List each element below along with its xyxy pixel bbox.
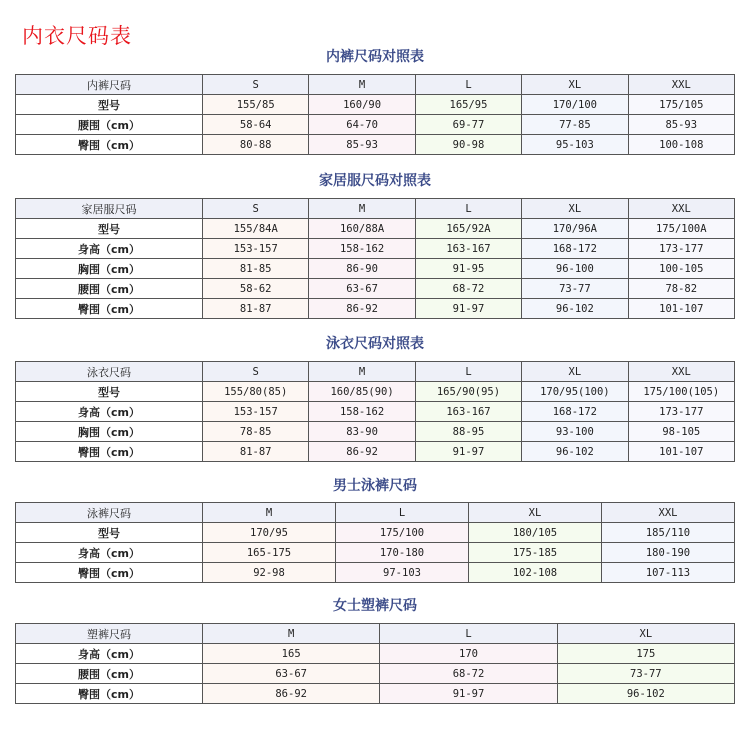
header-cell: L	[415, 362, 521, 382]
row-label: 胸围（cm）	[16, 422, 203, 442]
men-swim-trunks-table-title: 男士泳裤尺码	[333, 478, 417, 494]
header-cell: 内裤尺码	[16, 75, 203, 95]
row-label: 身高（cm）	[16, 239, 203, 259]
row-label: 臀围（cm）	[16, 563, 203, 583]
table-cell: 97-103	[336, 563, 469, 583]
table-cell: 96-102	[557, 684, 734, 704]
row-label: 胸围（cm）	[16, 259, 203, 279]
table-cell: 73-77	[557, 664, 734, 684]
row-label: 臀围（cm）	[16, 299, 203, 319]
table-cell: 85-93	[628, 115, 734, 135]
table-cell: 170/95	[203, 523, 336, 543]
table-cell: 160/88A	[309, 219, 415, 239]
header-cell: M	[309, 75, 415, 95]
table-cell: 160/90	[309, 95, 415, 115]
table-cell: 64-70	[309, 115, 415, 135]
table-row	[16, 135, 735, 155]
table-cell: 175-185	[469, 543, 602, 563]
table-cell: 95-103	[522, 135, 628, 155]
table-cell: 175/100A	[628, 219, 734, 239]
row-label: 型号	[16, 523, 203, 543]
table-row	[16, 299, 735, 319]
table-cell: 90-98	[415, 135, 521, 155]
table-cell: 96-102	[522, 299, 628, 319]
table-cell: 100-108	[628, 135, 734, 155]
table-header-row	[16, 199, 735, 219]
row-label: 腰围（cm）	[16, 115, 203, 135]
table-cell: 155/85	[203, 95, 309, 115]
table-cell: 165/92A	[415, 219, 521, 239]
table-cell: 83-90	[309, 422, 415, 442]
table-cell: 96-102	[522, 442, 628, 462]
header-cell: S	[203, 199, 309, 219]
table-cell: 86-90	[309, 259, 415, 279]
table-cell: 98-105	[628, 422, 734, 442]
table-cell: 80-88	[203, 135, 309, 155]
table-cell: 85-93	[309, 135, 415, 155]
table-cell: 81-87	[203, 299, 309, 319]
table-row	[16, 279, 735, 299]
table-cell: 86-92	[309, 299, 415, 319]
table-cell: 101-107	[628, 299, 734, 319]
homewear-table-title: 家居服尺码对照表	[319, 173, 431, 189]
header-cell: S	[203, 362, 309, 382]
header-cell: 塑裤尺码	[16, 624, 203, 644]
table-cell: 91-97	[415, 442, 521, 462]
table-cell: 160/85(90)	[309, 382, 415, 402]
table-cell: 92-98	[203, 563, 336, 583]
table-row	[16, 402, 735, 422]
table-cell: 173-177	[628, 239, 734, 259]
underwear-table-title: 内裤尺码对照表	[326, 49, 424, 65]
table-row	[16, 684, 735, 704]
table-cell: 175	[557, 644, 734, 664]
table-cell: 165/90(95)	[415, 382, 521, 402]
table-cell: 170/100	[522, 95, 628, 115]
table-row	[16, 422, 735, 442]
table-cell: 77-85	[522, 115, 628, 135]
header-cell: L	[415, 199, 521, 219]
table-header-row	[16, 624, 735, 644]
header-cell: L	[380, 624, 557, 644]
underwear-size-table	[15, 74, 735, 155]
table-cell: 185/110	[602, 523, 735, 543]
table-cell: 73-77	[522, 279, 628, 299]
table-cell: 175/100	[336, 523, 469, 543]
header-cell: L	[415, 75, 521, 95]
table-cell: 170/96A	[522, 219, 628, 239]
table-cell: 165-175	[203, 543, 336, 563]
table-cell: 170	[380, 644, 557, 664]
table-row	[16, 563, 735, 583]
table-row	[16, 219, 735, 239]
row-label: 型号	[16, 95, 203, 115]
page-title: 内衣尺码表	[22, 24, 132, 48]
header-cell: S	[203, 75, 309, 95]
table-cell: 78-82	[628, 279, 734, 299]
table-cell: 170/95(100)	[522, 382, 628, 402]
row-label: 臀围（cm）	[16, 684, 203, 704]
table-row	[16, 543, 735, 563]
row-label: 腰围（cm）	[16, 664, 203, 684]
table-row	[16, 644, 735, 664]
header-cell: XL	[469, 503, 602, 523]
table-cell: 78-85	[203, 422, 309, 442]
table-cell: 91-97	[380, 684, 557, 704]
table-row	[16, 664, 735, 684]
row-label: 臀围（cm）	[16, 442, 203, 462]
table-cell: 155/84A	[203, 219, 309, 239]
swimsuit-table-title: 泳衣尺码对照表	[326, 336, 424, 352]
header-cell: XXL	[628, 362, 734, 382]
table-cell: 58-64	[203, 115, 309, 135]
row-label: 型号	[16, 219, 203, 239]
table-cell: 153-157	[203, 402, 309, 422]
row-label: 身高（cm）	[16, 543, 203, 563]
table-cell: 81-85	[203, 259, 309, 279]
table-cell: 175/100(105)	[628, 382, 734, 402]
table-cell: 93-100	[522, 422, 628, 442]
table-row	[16, 259, 735, 279]
header-cell: 家居服尺码	[16, 199, 203, 219]
table-cell: 175/105	[628, 95, 734, 115]
header-cell: L	[336, 503, 469, 523]
table-cell: 165	[203, 644, 380, 664]
row-label: 腰围（cm）	[16, 279, 203, 299]
table-cell: 102-108	[469, 563, 602, 583]
header-cell: M	[309, 199, 415, 219]
table-cell: 170-180	[336, 543, 469, 563]
table-cell: 68-72	[380, 664, 557, 684]
women-shaping-pants-size-table	[15, 623, 735, 704]
table-cell: 96-100	[522, 259, 628, 279]
table-cell: 63-67	[309, 279, 415, 299]
header-cell: XL	[522, 362, 628, 382]
table-cell: 91-95	[415, 259, 521, 279]
men-swim-trunks-size-table	[15, 502, 735, 583]
table-cell: 100-105	[628, 259, 734, 279]
header-cell: M	[309, 362, 415, 382]
table-cell: 81-87	[203, 442, 309, 462]
table-cell: 158-162	[309, 402, 415, 422]
table-cell: 63-67	[203, 664, 380, 684]
table-cell: 101-107	[628, 442, 734, 462]
row-label: 身高（cm）	[16, 402, 203, 422]
header-cell: XL	[522, 75, 628, 95]
row-label: 身高（cm）	[16, 644, 203, 664]
table-row	[16, 442, 735, 462]
row-label: 臀围（cm）	[16, 135, 203, 155]
header-cell: M	[203, 624, 380, 644]
table-cell: 153-157	[203, 239, 309, 259]
table-cell: 86-92	[203, 684, 380, 704]
table-cell: 86-92	[309, 442, 415, 462]
table-cell: 155/80(85)	[203, 382, 309, 402]
table-cell: 69-77	[415, 115, 521, 135]
table-cell: 158-162	[309, 239, 415, 259]
table-header-row	[16, 362, 735, 382]
row-label: 型号	[16, 382, 203, 402]
table-cell: 173-177	[628, 402, 734, 422]
table-row	[16, 523, 735, 543]
table-cell: 58-62	[203, 279, 309, 299]
table-header-row	[16, 75, 735, 95]
table-cell: 163-167	[415, 239, 521, 259]
swimsuit-size-table	[15, 361, 735, 462]
table-cell: 180-190	[602, 543, 735, 563]
header-cell: XL	[522, 199, 628, 219]
table-header-row	[16, 503, 735, 523]
header-cell: 泳衣尺码	[16, 362, 203, 382]
table-cell: 88-95	[415, 422, 521, 442]
table-cell: 163-167	[415, 402, 521, 422]
header-cell: 泳裤尺码	[16, 503, 203, 523]
table-row	[16, 115, 735, 135]
header-cell: XXL	[628, 199, 734, 219]
header-cell: M	[203, 503, 336, 523]
table-cell: 165/95	[415, 95, 521, 115]
homewear-size-table	[15, 198, 735, 319]
table-row	[16, 239, 735, 259]
table-cell: 68-72	[415, 279, 521, 299]
table-cell: 107-113	[602, 563, 735, 583]
table-row	[16, 95, 735, 115]
table-cell: 91-97	[415, 299, 521, 319]
header-cell: XXL	[628, 75, 734, 95]
header-cell: XL	[557, 624, 734, 644]
table-cell: 168-172	[522, 402, 628, 422]
table-row	[16, 382, 735, 402]
table-cell: 168-172	[522, 239, 628, 259]
women-shaping-pants-table-title: 女士塑裤尺码	[333, 598, 417, 614]
header-cell: XXL	[602, 503, 735, 523]
table-cell: 180/105	[469, 523, 602, 543]
